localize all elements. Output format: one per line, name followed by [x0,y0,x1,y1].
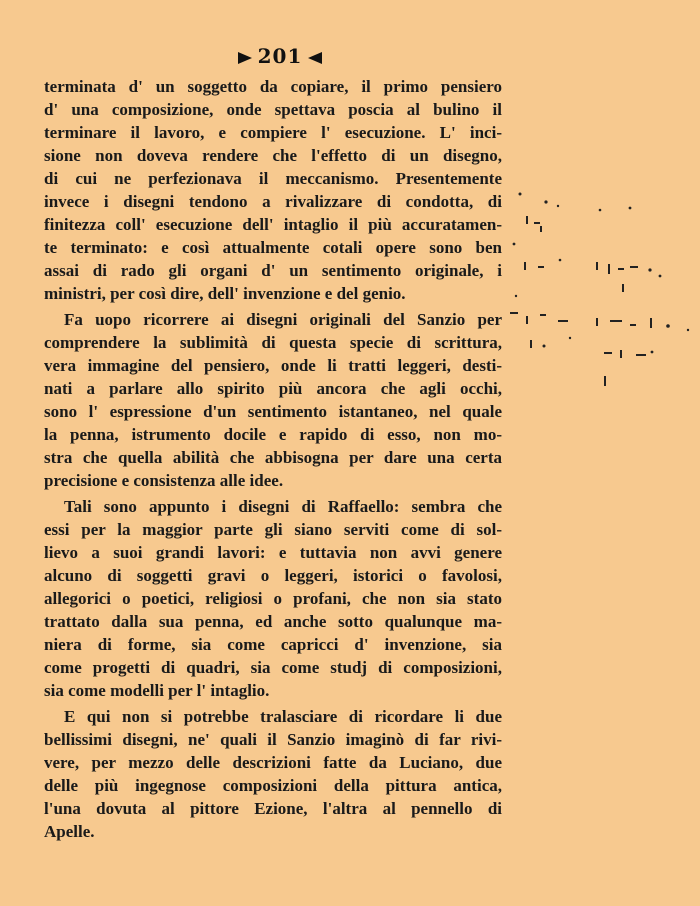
paragraph [44,495,502,702]
text-line: sione non doveva rendere che l'effetto di un disegno, [44,146,502,165]
left-arrow-ornament-icon [308,52,322,64]
text-line: d' una composizione, onde spettava poscia al bulino il [44,100,502,119]
text-line: Fa uopo ricorrere ai disegni originali del Sanzio per [64,310,502,329]
text-line: nati a parlare allo spirito più ancora che agli occhi, [44,379,502,398]
text-line: assai di rado gli organi d' un sentimento originale, i [44,261,502,280]
right-arrow-ornament-icon [238,52,252,64]
text-line: E qui non si potrebbe tralasciare di ricordare li due [64,707,502,726]
text-line: allegorici o poetici, religiosi o profani, che non sia stato [44,589,502,608]
text-line: l'una dovuta al pittore Ezione, l'altra al pennello di [44,799,502,818]
paragraph [44,75,502,305]
show-through-ink-marks [500,180,700,400]
text-line: terminata d' un soggetto da copiare, il primo pensiero [44,77,502,96]
text-line: invece i disegni tendono a rivalizzare di condotta, di [44,192,502,211]
text-line: vera immagine del pensiero, onde li tratti leggeri, desti- [44,356,502,375]
text-line: sono l' espressione d'un sentimento istantaneo, nel quale [44,402,502,421]
text-line: sia come modelli per l' intaglio. [44,681,270,700]
text-line: Apelle. [44,822,95,841]
text-line: ministri, per così dire, dell' invenzione e del genio. [44,284,406,303]
text-line: precisione e consistenza alle idee. [44,471,284,490]
text-line: delle più ingegnose composizioni della pittura antica, [44,776,502,795]
text-line: comprendere la sublimità di questa specie di scrittura, [44,333,502,352]
text-line: finitezza coll' esecuzione dell' intaglio il più accuratamen- [44,215,502,234]
text-line: alcuno di soggetti gravi o leggeri, istorici o favolosi, [44,566,502,585]
text-line: lievo a suoi grandi lavori: e tuttavia non avvi genere [44,543,502,562]
page-number: 201 [257,44,303,68]
body-text [44,75,502,843]
text-line: vere, per mezzo delle descrizioni fatte da Luciano, due [44,753,502,772]
paragraph [44,705,502,843]
text-line: trattato dalla sua penna, ed anche sotto qualunque ma- [44,612,502,631]
text-line: stra che quella abilità che abbisogna per dare una certa [44,448,502,467]
text-line: bellissimi disegni, ne' quali il Sanzio imaginò di far rivi- [44,730,502,749]
page-header [0,44,560,68]
text-line: Tali sono appunto i disegni di Raffaello: sembra che [64,497,502,516]
text-line: terminare il lavoro, e compiere l' esecuzione. L' inci- [44,123,502,142]
text-line: la penna, istrumento docile e rapido di esso, non mo- [44,425,502,444]
text-line: di cui ne perfezionava il meccanismo. Presentemente [44,169,502,188]
text-line: essi per la maggior parte gli siano serviti come di sol- [44,520,502,539]
text-line: come progetti di quadri, sia come studj di composizioni, [44,658,502,677]
text-line: niera di forme, sia come capricci d' invenzione, sia [44,635,502,654]
paragraph [44,308,502,492]
text-line: te terminato: e così attualmente cotali opere sono ben [44,238,502,257]
